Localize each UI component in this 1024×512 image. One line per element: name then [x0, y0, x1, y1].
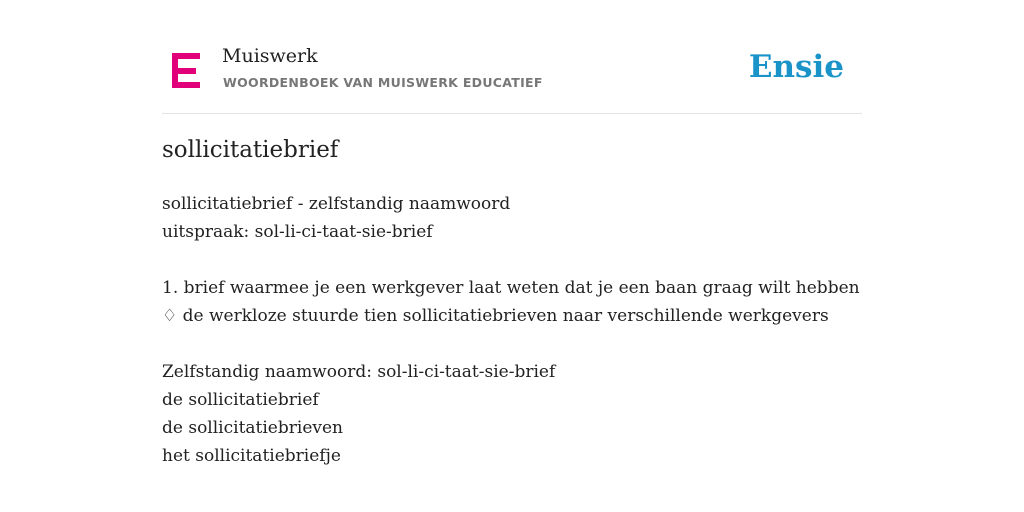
- word-type: sollicitatiebrief - zelfstandig naamwoord: [162, 194, 511, 214]
- site-header: [162, 0, 862, 114]
- entry-body: [162, 190, 862, 470]
- example-sentence: ♢ de werkloze stuurde tien sollicitatiebrieven naar verschillende werkgevers: [162, 306, 829, 326]
- ensie-logo[interactable]: Ensie: [748, 49, 844, 85]
- brand-subtitle: WOORDENBOEK VAN MUISWERK EDUCATIEF: [223, 75, 543, 90]
- brand-name[interactable]: Muiswerk: [222, 45, 318, 67]
- form-diminutive: het sollicitatiebriefje: [162, 446, 341, 466]
- definition: 1. brief waarmee je een werkgever laat weten dat je een baan graag wilt hebben: [162, 278, 860, 298]
- form-singular: de sollicitatiebrief: [162, 390, 319, 410]
- e-letter-logo-icon[interactable]: [172, 53, 200, 88]
- form-plural: de sollicitatiebrieven: [162, 418, 343, 438]
- forms-header: Zelfstandig naamwoord: sol-li-ci-taat-sie-brief: [162, 362, 556, 382]
- pronunciation: uitspraak: sol-li-ci-taat-sie-brief: [162, 222, 433, 242]
- entry-title: sollicitatiebrief: [162, 137, 339, 163]
